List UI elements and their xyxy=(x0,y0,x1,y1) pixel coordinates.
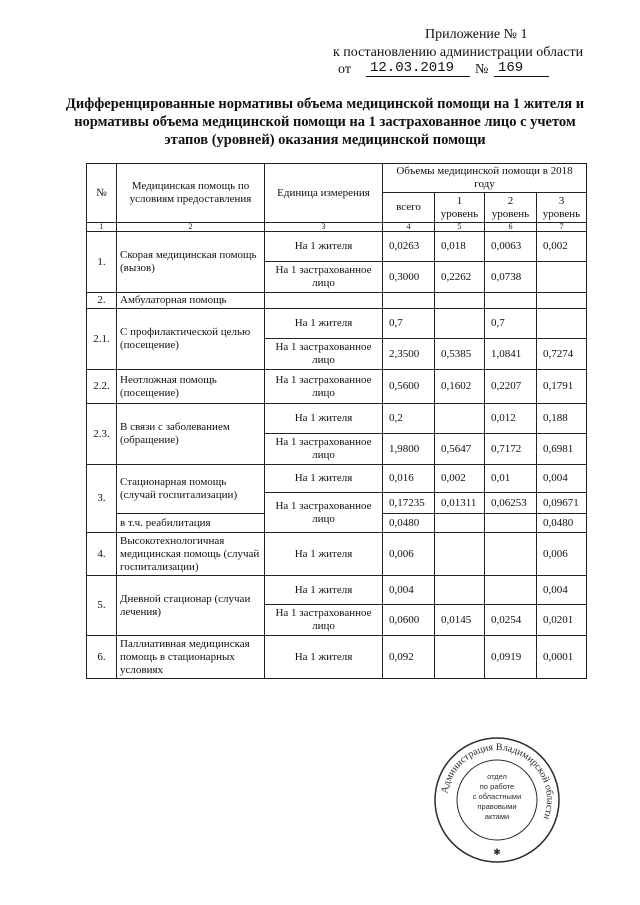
unit: На 1 застрахованное лицо xyxy=(265,339,383,370)
unit: На 1 застрахованное лицо xyxy=(265,434,383,465)
value-level1: 0,01311 xyxy=(435,493,485,514)
row-number: 2.2. xyxy=(87,370,117,404)
value-level3: 0,1791 xyxy=(537,370,587,404)
row-number: 2.1. xyxy=(87,309,117,370)
care-type: Паллиативная медицинская помощь в стационарных условиях xyxy=(117,636,265,679)
value-level3: 0,0201 xyxy=(537,605,587,636)
table-row xyxy=(87,576,587,605)
value-level3: 0,004 xyxy=(537,465,587,493)
unit: На 1 жителя xyxy=(265,636,383,679)
unit: На 1 жителя xyxy=(265,533,383,576)
row-number: 3. xyxy=(87,465,117,533)
value-total: 0,3000 xyxy=(383,262,435,293)
number-label: № xyxy=(475,62,489,77)
row-number: 5. xyxy=(87,576,117,636)
unit: На 1 жителя xyxy=(265,576,383,605)
value-total: 0,006 xyxy=(383,533,435,576)
stamp-center-line: по работе xyxy=(479,782,515,791)
value-level1 xyxy=(435,309,485,339)
value-level1: 0,018 xyxy=(435,232,485,262)
stamp-center-line: актами xyxy=(484,812,510,821)
value-level3: 0,006 xyxy=(537,533,587,576)
value-level1: 0,002 xyxy=(435,465,485,493)
value-total: 0,5600 xyxy=(383,370,435,404)
value-level2: 0,012 xyxy=(485,404,537,434)
value-level2: 0,06253 xyxy=(485,493,537,514)
value-level1: 0,0145 xyxy=(435,605,485,636)
value-level2: 0,01 xyxy=(485,465,537,493)
col-number: 4 xyxy=(383,223,435,232)
unit: На 1 жителя xyxy=(265,232,383,262)
stamp-center-line: с областными xyxy=(472,792,522,801)
row-number: 2. xyxy=(87,293,117,309)
care-type: Скорая медицинская помощь (вызов) xyxy=(117,232,265,293)
table-row xyxy=(87,404,587,434)
table-row xyxy=(87,636,587,679)
value-level3: 0,7274 xyxy=(537,339,587,370)
row-number: 1. xyxy=(87,232,117,293)
table-row xyxy=(87,309,587,339)
stamp-center-line: правовыми xyxy=(477,802,517,811)
value-level2 xyxy=(485,514,537,533)
unit: На 1 жителя xyxy=(265,404,383,434)
header-no: № xyxy=(87,164,117,223)
value-level3: 0,004 xyxy=(537,576,587,605)
value-level2: 0,2207 xyxy=(485,370,537,404)
stamp-center-line: отдел xyxy=(487,772,507,781)
value-level2: 0,0063 xyxy=(485,232,537,262)
row-number: 4. xyxy=(87,533,117,576)
value-level2: 0,0919 xyxy=(485,636,537,679)
unit: На 1 жителя xyxy=(265,309,383,339)
col-number: 1 xyxy=(87,223,117,232)
value-total: 0,0263 xyxy=(383,232,435,262)
value-level1 xyxy=(435,576,485,605)
value-level1: 0,2262 xyxy=(435,262,485,293)
official-stamp xyxy=(432,735,562,865)
value-level3 xyxy=(537,262,587,293)
unit: На 1 застрахованное лицо xyxy=(265,370,383,404)
value-level3: 0,09671 xyxy=(537,493,587,514)
care-type: С профилактической целью (посещение) xyxy=(117,309,265,370)
decree-date: 12.03.2019 xyxy=(366,60,470,77)
document-title: Дифференцированные нормативы объема медицинской помощи на 1 жителя и нормативы объема медицинской помощи на 1 застрахованное лицо с учетом этапов (уровней) оказания медицинской помощи xyxy=(65,96,585,148)
col-number: 5 xyxy=(435,223,485,232)
value-total: 0,016 xyxy=(383,465,435,493)
col-number: 3 xyxy=(265,223,383,232)
value-level1: 0,1602 xyxy=(435,370,485,404)
header-level1: 1 уровень xyxy=(435,193,485,223)
value-total: 0,0480 xyxy=(383,514,435,533)
unit: На 1 застрахованное лицо xyxy=(265,262,383,293)
header-level3: 3 уровень xyxy=(537,193,587,223)
document-header xyxy=(0,0,640,80)
value-total: 0,2 xyxy=(383,404,435,434)
value-level3: 0,002 xyxy=(537,232,587,262)
header-row xyxy=(87,164,587,193)
table-row xyxy=(87,232,587,262)
value-level1 xyxy=(435,514,485,533)
header-care: Медицинская помощь по условиям предоставления xyxy=(117,164,265,223)
date-prefix: от xyxy=(338,62,351,77)
stamp-star-icon: ✱ xyxy=(493,847,501,857)
value-level2: 1,0841 xyxy=(485,339,537,370)
value-level2: 0,7172 xyxy=(485,434,537,465)
value-level3: 0,6981 xyxy=(537,434,587,465)
care-type: Амбулаторная помощь xyxy=(117,293,265,309)
value-level1 xyxy=(435,533,485,576)
rehab-label: в т.ч. реабилитация xyxy=(117,514,265,533)
unit: На 1 застрахованное лицо xyxy=(265,605,383,636)
value-level2: 0,0254 xyxy=(485,605,537,636)
decree-number: 169 xyxy=(494,60,549,77)
header-volumes: Объемы медицинской помощи в 2018 году xyxy=(383,164,587,193)
appendix-label: Приложение № 1 xyxy=(425,27,528,42)
value-level3: 0,0480 xyxy=(537,514,587,533)
value-total: 0,092 xyxy=(383,636,435,679)
table-row xyxy=(87,533,587,576)
row-number: 2.3. xyxy=(87,404,117,465)
header-total: всего xyxy=(383,193,435,223)
table-row xyxy=(87,465,587,493)
col-number: 2 xyxy=(117,223,265,232)
value-level1: 0,5385 xyxy=(435,339,485,370)
value-level3: 0,0001 xyxy=(537,636,587,679)
norms-table xyxy=(86,163,587,679)
value-total: 0,004 xyxy=(383,576,435,605)
header-unit: Единица измерения xyxy=(265,164,383,223)
value-total: 1,9800 xyxy=(383,434,435,465)
row-number: 6. xyxy=(87,636,117,679)
col-number: 7 xyxy=(537,223,587,232)
value-level3: 0,188 xyxy=(537,404,587,434)
care-type: В связи с заболеванием (обращение) xyxy=(117,404,265,465)
value-level1 xyxy=(435,636,485,679)
col-number: 6 xyxy=(485,223,537,232)
value-total: 0,17235 xyxy=(383,493,435,514)
value-level2: 0,7 xyxy=(485,309,537,339)
value-level2: 0,0738 xyxy=(485,262,537,293)
table-row xyxy=(87,293,587,309)
stamp-ring-text: Администрация Владимирской области xyxy=(439,741,556,821)
value-total: 2,3500 xyxy=(383,339,435,370)
care-type: Стационарная помощь (случай госпитализации) xyxy=(117,465,265,514)
value-level1: 0,5647 xyxy=(435,434,485,465)
care-type: Дневной стационар (случаи лечения) xyxy=(117,576,265,636)
column-number-row xyxy=(87,223,587,232)
table-row xyxy=(87,370,587,404)
value-level2 xyxy=(485,576,537,605)
value-level2 xyxy=(485,533,537,576)
header-level2: 2 уровень xyxy=(485,193,537,223)
unit: На 1 жителя xyxy=(265,465,383,493)
value-level1 xyxy=(435,404,485,434)
care-type: Неотложная помощь (посещение) xyxy=(117,370,265,404)
care-type: Высокотехнологичная медицинская помощь (случай госпитализации) xyxy=(117,533,265,576)
value-total: 0,7 xyxy=(383,309,435,339)
value-level3 xyxy=(537,309,587,339)
decree-label: к постановлению администрации области xyxy=(333,45,584,60)
unit: На 1 застрахованное лицо xyxy=(265,493,383,533)
value-total: 0,0600 xyxy=(383,605,435,636)
